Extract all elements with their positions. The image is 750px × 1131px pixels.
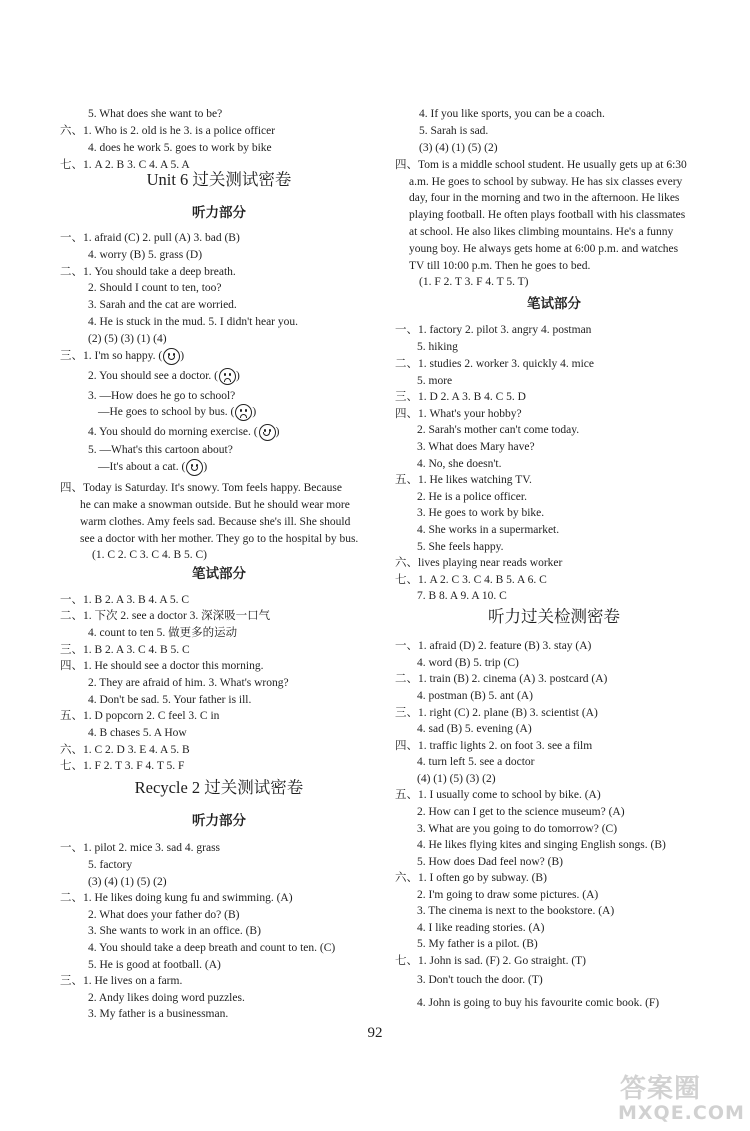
answer-line: 4. I like reading stories. (A) bbox=[417, 922, 545, 934]
answer-line: 4. She works in a supermarket. bbox=[417, 524, 560, 536]
answer-line: 4. No, she doesn't. bbox=[417, 458, 502, 470]
answer-line: 3. Don't touch the door. (T) bbox=[417, 974, 543, 986]
answer-line: day, four in the morning and two in the afternoon. He likes bbox=[409, 192, 680, 204]
answer-line: 5. He is good at football. (A) bbox=[88, 959, 221, 971]
answer-line: 七、1. A 2. B 3. C 4. A 5. A bbox=[60, 159, 190, 171]
answer-line: 3. —How does he go to school? bbox=[88, 390, 236, 402]
answer-line: 4. You should take a deep breath and count to ten. (C) bbox=[88, 942, 336, 954]
answer-line: 2. You should see a doctor. ( ) bbox=[88, 368, 240, 385]
answer-line: 3. Sarah and the cat are worried. bbox=[88, 299, 237, 311]
answer-line: 一、1. B 2. A 3. B 4. A 5. C bbox=[60, 594, 190, 606]
answer-line: 2. He is a police officer. bbox=[417, 491, 527, 503]
answer-line: 四、1. What's your hobby? bbox=[395, 408, 522, 420]
answer-line: 五、1. D popcorn 2. C feel 3. C in bbox=[60, 710, 220, 722]
answer-line: 4. worry (B) 5. grass (D) bbox=[88, 249, 203, 261]
answer-line: 4. B chases 5. A How bbox=[88, 727, 187, 739]
answer-line: 四、1. traffic lights 2. on foot 3. see a film bbox=[395, 740, 593, 752]
answer-line: 四、Today is Saturday. It's snowy. Tom feels happy. Because bbox=[60, 482, 342, 494]
answer-line: 4. He is stuck in the mud. 5. I didn't hear you. bbox=[88, 316, 298, 328]
answer-line: 4. does he work 5. goes to work by bike bbox=[88, 142, 272, 154]
answer-line: —He goes to school by bus. ( ) bbox=[98, 404, 256, 421]
answer-line: 4. Don't be sad. 5. Your father is ill. bbox=[88, 694, 252, 706]
answer-line: 5. What does she want to be? bbox=[88, 108, 223, 120]
happy-face-icon bbox=[259, 424, 276, 441]
happy-face-icon bbox=[186, 459, 203, 476]
subsection-heading-listening: 听力部分 bbox=[192, 813, 246, 828]
answer-line: 2. They are afraid of him. 3. What's wrong? bbox=[88, 677, 289, 689]
answer-line: young boy. He always gets home at 6:00 p.m. and watches bbox=[409, 243, 679, 255]
answer-line: 二、1. train (B) 2. cinema (A) 3. postcard (A) bbox=[395, 673, 608, 685]
subsection-heading-written: 笔试部分 bbox=[192, 566, 246, 581]
answer-line: 4. John is going to buy his favourite comic book. (F) bbox=[417, 997, 660, 1009]
answer-line: 三、1. right (C) 2. plane (B) 3. scientist (A) bbox=[395, 707, 598, 719]
answer-line: 2. Should I count to ten, too? bbox=[88, 282, 222, 294]
answer-line: 3. She wants to work in an office. (B) bbox=[88, 925, 261, 937]
answer-line: 3. What does Mary have? bbox=[417, 441, 535, 453]
answer-line: (1. C 2. C 3. C 4. B 5. C) bbox=[92, 549, 208, 561]
subsection-heading-written: 笔试部分 bbox=[527, 296, 581, 311]
answer-line: 三、1. I'm so happy. ( ) bbox=[60, 348, 184, 365]
answer-line: 2. Andy likes doing word puzzles. bbox=[88, 992, 245, 1004]
answer-line: 5. more bbox=[417, 375, 453, 387]
answer-line: warm clothes. Amy feels sad. Because she's ill. She should bbox=[80, 516, 351, 528]
answer-line: 四、Tom is a middle school student. He usually gets up at 6:30 bbox=[395, 159, 687, 171]
answer-line: 七、1. F 2. T 3. F 4. T 5. F bbox=[60, 760, 185, 772]
answer-line: (2) (5) (3) (1) (4) bbox=[88, 333, 167, 345]
answer-line: 2. I'm going to draw some pictures. (A) bbox=[417, 889, 599, 901]
answer-line: 5. —What's this cartoon about? bbox=[88, 444, 233, 456]
answer-line: 5. hiking bbox=[417, 341, 458, 353]
answer-line: TV till 10:00 p.m. Then he goes to bed. bbox=[409, 260, 591, 272]
answer-line: 五、1. I usually come to school by bike. (A) bbox=[395, 789, 601, 801]
answer-line: 二、1. 下次 2. see a doctor 3. 深深吸一口气 bbox=[60, 610, 271, 622]
answer-line: 4. He likes flying kites and singing English songs. (B) bbox=[417, 839, 666, 851]
answer-line: 七、1. A 2. C 3. C 4. B 5. A 6. C bbox=[395, 574, 547, 586]
answer-line: 5. She feels happy. bbox=[417, 541, 504, 553]
answer-line: 7. B 8. A 9. A 10. C bbox=[417, 590, 507, 602]
answer-line: 一、1. pilot 2. mice 3. sad 4. grass bbox=[60, 842, 221, 854]
answer-line: 2. Sarah's mother can't come today. bbox=[417, 424, 580, 436]
answer-line: 4. sad (B) 5. evening (A) bbox=[417, 723, 532, 735]
answer-line: 四、1. He should see a doctor this morning. bbox=[60, 660, 264, 672]
answer-line: 4. If you like sports, you can be a coach. bbox=[419, 108, 605, 120]
answer-line: 三、1. D 2. A 3. B 4. C 5. D bbox=[395, 391, 526, 403]
answer-line: 4. word (B) 5. trip (C) bbox=[417, 657, 519, 669]
answer-line: 三、1. He lives on a farm. bbox=[60, 975, 183, 987]
section-title-listening-test: 听力过关检测密卷 bbox=[488, 607, 620, 626]
answer-line: 4. You should do morning exercise. ( ) bbox=[88, 424, 279, 441]
answer-line: 二、1. studies 2. worker 3. quickly 4. mice bbox=[395, 358, 594, 370]
answer-line: 七、1. John is sad. (F) 2. Go straight. (T) bbox=[395, 955, 587, 967]
answer-line: 3. What are you going to do tomorrow? (C) bbox=[417, 823, 618, 835]
sad-face-icon bbox=[235, 404, 252, 421]
answer-line: a.m. He goes to school by subway. He has six classes every bbox=[409, 176, 683, 188]
answer-line: 5. My father is a pilot. (B) bbox=[417, 938, 538, 950]
page-number: 92 bbox=[367, 1025, 383, 1041]
answer-line: 5. factory bbox=[88, 859, 133, 871]
answer-line: (1. F 2. T 3. F 4. T 5. T) bbox=[419, 276, 529, 288]
answer-line: 4. postman (B) 5. ant (A) bbox=[417, 690, 533, 702]
answer-line: 一、1. factory 2. pilot 3. angry 4. postman bbox=[395, 324, 592, 336]
answer-line: —It's about a cat. ( ) bbox=[98, 459, 207, 476]
answer-line: (4) (1) (5) (3) (2) bbox=[417, 773, 496, 785]
answer-line: 2. What does your father do? (B) bbox=[88, 909, 240, 921]
answer-line: 3. My father is a businessman. bbox=[88, 1008, 229, 1020]
answer-line: 五、1. He likes watching TV. bbox=[395, 474, 532, 486]
section-title-recycle2: Recycle 2 过关测试密卷 bbox=[134, 778, 304, 797]
answer-line: at school. He also likes climbing mountains. He's a funny bbox=[409, 226, 674, 238]
answer-line: 4. count to ten 5. 做更多的运动 bbox=[88, 627, 238, 639]
answer-line: 六、1. I often go by subway. (B) bbox=[395, 872, 547, 884]
answer-line: see a doctor with her mother. They go to the hospital by bus. bbox=[80, 533, 359, 545]
sad-face-icon bbox=[219, 368, 236, 385]
answer-line: 一、1. afraid (C) 2. pull (A) 3. bad (B) bbox=[60, 232, 240, 244]
answer-line: 二、1. You should take a deep breath. bbox=[60, 266, 236, 278]
answer-line: playing football. He often plays football with his classmates bbox=[409, 209, 686, 221]
answer-line: 六、1. C 2. D 3. E 4. A 5. B bbox=[60, 744, 190, 756]
answer-line: 3. He goes to work by bike. bbox=[417, 507, 545, 519]
answer-line: 2. How can I get to the science museum? (A) bbox=[417, 806, 625, 818]
answer-line: he can make a snowman outside. But he should wear more bbox=[80, 499, 350, 511]
answer-line: 一、1. afraid (D) 2. feature (B) 3. stay (A) bbox=[395, 640, 592, 652]
answer-line: 二、1. He likes doing kung fu and swimming. (A) bbox=[60, 892, 293, 904]
section-title-unit6: Unit 6 过关测试密卷 bbox=[146, 170, 292, 189]
answer-line: 六、lives playing near reads worker bbox=[395, 557, 563, 569]
answer-line: (3) (4) (1) (5) (2) bbox=[88, 876, 167, 888]
answer-line: 5. Sarah is sad. bbox=[419, 125, 489, 137]
answer-line: 六、1. Who is 2. old is he 3. is a police officer bbox=[60, 125, 276, 137]
answer-line: 3. The cinema is next to the bookstore. (A) bbox=[417, 905, 615, 917]
answer-line: 5. How does Dad feel now? (B) bbox=[417, 856, 563, 868]
answer-line: 4. turn left 5. see a doctor bbox=[417, 756, 535, 768]
happy-face-icon bbox=[163, 348, 180, 365]
watermark-logo: 答案圈 MXQE.COM bbox=[618, 1074, 745, 1124]
answer-line: 三、1. B 2. A 3. C 4. B 5. C bbox=[60, 644, 190, 656]
answer-line: (3) (4) (1) (5) (2) bbox=[419, 142, 498, 154]
subsection-heading-listening: 听力部分 bbox=[192, 205, 246, 220]
